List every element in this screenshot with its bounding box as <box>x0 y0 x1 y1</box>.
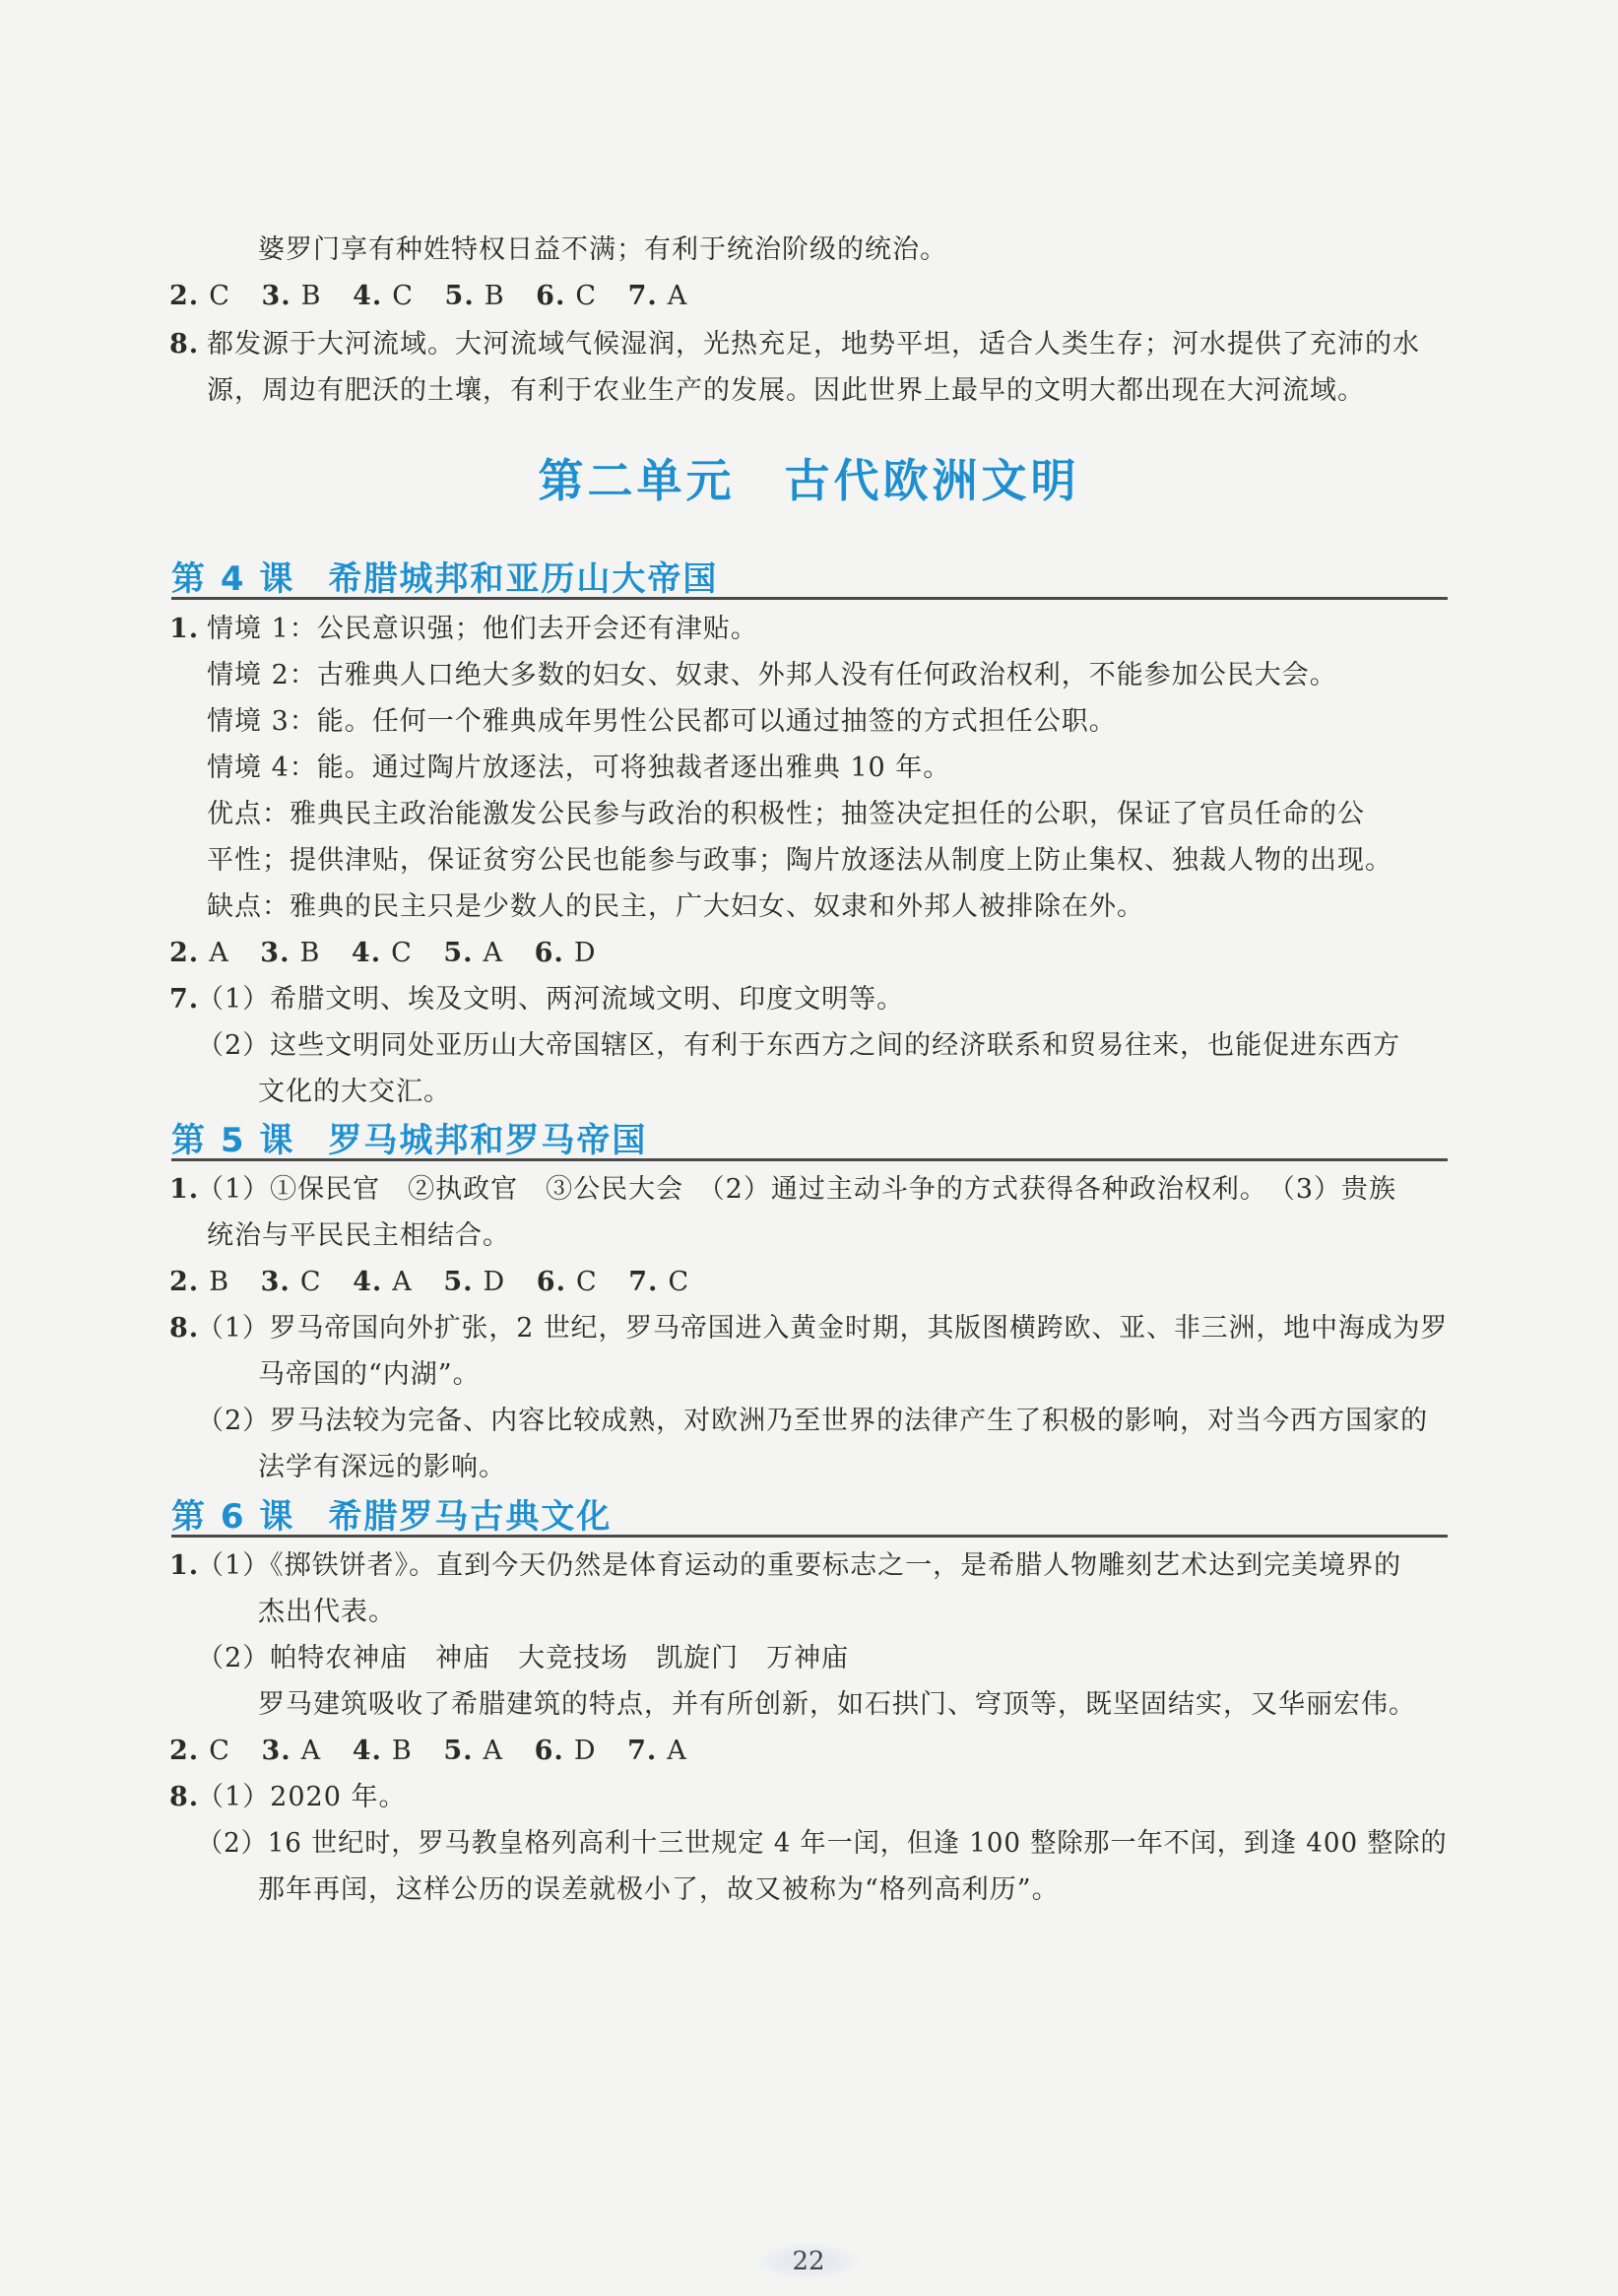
page-number: 22 <box>759 2244 858 2279</box>
answer-text: 情境 3：能。任何一个雅典成年男性公民都可以通过抽签的方式担任公职。 <box>207 706 1117 737</box>
answer-text: 源，周边有肥沃的土壤，有利于农业生产的发展。因此世界上最早的文明大都出现在大河流域。 <box>207 375 1365 406</box>
continued-text: 婆罗门享有种姓特权日益不满；有利于统治阶级的统治。 <box>258 234 947 265</box>
answer-text: 罗马建筑吸收了希腊建筑的特点，并有所创新，如石拱门、穹顶等，既坚固结实，又华丽宏伟。 <box>258 1689 1416 1720</box>
answer-text: （1）《掷铁饼者》。直到今天仍然是体育运动的重要标志之一，是希腊人物雕刻艺术达到完美境界的 <box>197 1550 1402 1581</box>
answer-text: （2）这些文明同处亚历山大帝国辖区，有利于东西方之间的经济联系和贸易往来，也能促进东西方 <box>197 1030 1401 1061</box>
mc-answers-lesson5: 2. B 3. C 4. A 5. D 6. C 7. C <box>169 1267 690 1297</box>
answer-text: （1）罗马帝国向外扩张，2 世纪，罗马帝国进入黄金时期，其版图横跨欧、亚、非三洲，地中海成为罗 <box>197 1313 1449 1344</box>
answer-text: 法学有深远的影响。 <box>258 1452 506 1482</box>
answer-text: 杰出代表。 <box>258 1597 396 1627</box>
question-number: 8. <box>169 1782 200 1812</box>
mc-answers-lesson6: 2. C 3. A 4. B 5. A 6. D 7. A <box>169 1736 687 1766</box>
mc-answers-top: 2. C 3. B 4. C 5. B 6. C 7. A <box>169 281 688 311</box>
answer-text: （1）①保民官 ②执政官 ③公民大会 （2）通过主动斗争的方式获得各种政治权利。 （3）贵族 <box>197 1174 1397 1205</box>
answer-text: （2）16 世纪时，罗马教皇格列高利十三世规定 4 年一闰，但逢 100 整除那一年不闰，到逢 400 整除的 <box>197 1828 1448 1859</box>
answer-text: 平性；提供津贴，保证贫穷公民也能参与政事；陶片放逐法从制度上防止集权、独裁人物的出现。 <box>207 845 1392 876</box>
question-number: 8. <box>169 329 200 360</box>
unit-title: 第二单元 古代欧洲文明 <box>538 454 1080 507</box>
lesson-heading: 第 4 课 希腊城邦和亚历山大帝国 <box>171 552 1448 600</box>
answer-text: 优点：雅典民主政治能激发公民参与政治的积极性；抽签决定担任的公职，保证了官员任命的公 <box>207 799 1365 829</box>
answer-text: （1）2020 年。 <box>197 1782 407 1812</box>
lesson-heading: 第 5 课 罗马城邦和罗马帝国 <box>171 1113 1448 1161</box>
lesson-heading: 第 6 课 希腊罗马古典文化 <box>171 1489 1448 1538</box>
mc-answers-lesson4: 2. A 3. B 4. C 5. A 6. D <box>169 938 597 968</box>
answer-text: 情境 2：古雅典人口绝大多数的妇女、奴隶、外邦人没有任何政治权利，不能参加公民大会。 <box>207 660 1337 690</box>
answer-text: 都发源于大河流域。大河流域气候湿润，光热充足，地势平坦，适合人类生存；河水提供了充沛的水 <box>207 329 1420 360</box>
answer-text: 缺点：雅典的民主只是少数人的民主，广大妇女、奴隶和外邦人被排除在外。 <box>207 891 1144 922</box>
answer-text: 文化的大交汇。 <box>258 1077 451 1107</box>
answer-text: （1）希腊文明、埃及文明、两河流域文明、印度文明等。 <box>197 984 905 1015</box>
answer-text: （2）帕特农神庙 神庙 大竞技场 凯旋门 万神庙 <box>197 1643 850 1673</box>
answer-text: 情境 4：能。通过陶片放逐法，可将独裁者逐出雅典 10 年。 <box>207 753 951 783</box>
answer-text: 统治与平民民主相结合。 <box>207 1220 510 1251</box>
question-number: 8. <box>169 1313 200 1344</box>
answer-text: 马帝国的“内湖”。 <box>258 1359 481 1390</box>
question-number: 1. <box>169 1174 200 1205</box>
answer-text: （2）罗马法较为完备、内容比较成熟，对欧洲乃至世界的法律产生了积极的影响，对当今西方国家的 <box>197 1406 1429 1436</box>
answer-text: 情境 1：公民意识强；他们去开会还有津贴。 <box>207 614 758 644</box>
question-number: 1. <box>169 1550 200 1581</box>
question-number: 7. <box>169 984 200 1015</box>
answer-text: 那年再闰，这样公历的误差就极小了，故又被称为“格列高利历”。 <box>258 1874 1060 1905</box>
question-number: 1. <box>169 614 200 644</box>
